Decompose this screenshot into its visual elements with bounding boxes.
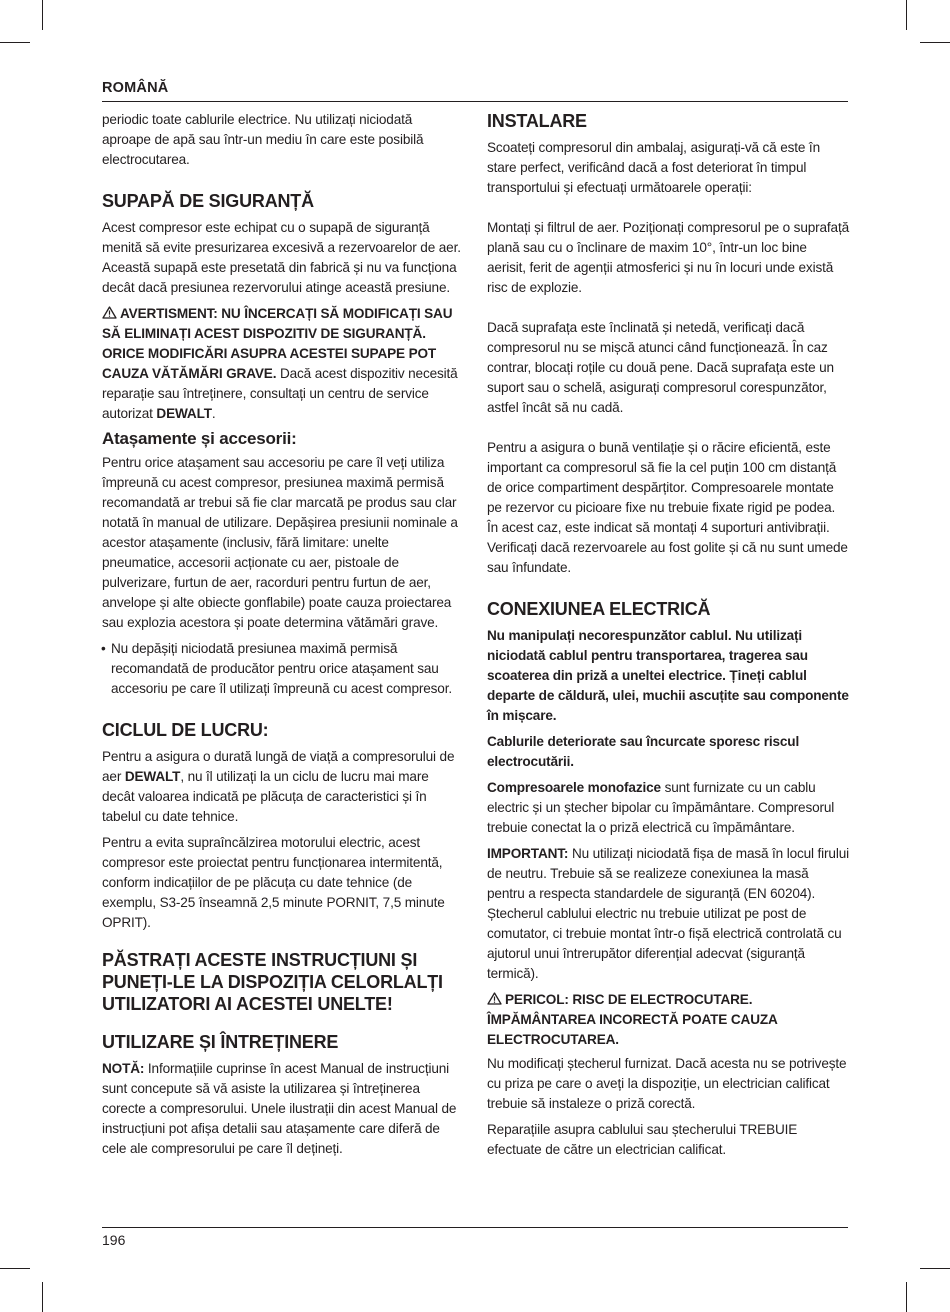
warning-triangle-icon	[102, 306, 117, 319]
single-phase-text: sunt furnizate cu un cablu electric și un ștecher bipolar cu împământare. Compresorul trebuie conectat la o priză electrică cu împământare.	[487, 780, 835, 835]
crop-mark	[0, 1268, 30, 1269]
intro-paragraph: periodic toate cablurile electrice. Nu utilizați niciodată aproape de apă sau într-un mediu în care este posibilă electrocutarea.	[102, 112, 424, 167]
crop-mark	[920, 1268, 950, 1269]
single-phase-paragraph	[487, 778, 849, 838]
warning-bold-text: AVERTISMENT: NU ÎNCERCAȚI SĂ MODIFICAȚI SAU SĂ ELIMINAȚI ACEST DISPOZITIV DE SIGURANȚĂ. ORICE MODIFICĂRI ASUPRA ACESTEI SUPAPE POT CAUZA VĂTĂMĂRI GRAVE.	[102, 306, 453, 381]
brand-name: DEWALT	[156, 406, 212, 421]
attachments-paragraph: Pentru orice atașament sau accesoriu pe care îl veți utiliza împreună cu acest compresor, presiunea maximă permisă recomandată ar trebui să fie clar marcată pe produs sau clar notată în manual de utilizare. Depășirea presiunii nominale a acestor atașamente (inclusiv, fără limitare: unelte pneumatice, accesorii acționate cu aer, pistoale de pulverizare, furtun de aer, racorduri pentru furtun de aer, anvelope și alte obiecte gonflabile) poate cauza proiectarea sau explozia acestora și poate determina vătămări grave.	[102, 455, 458, 630]
safety-valve-heading: SUPAPĂ DE SIGURANȚĂ	[102, 191, 314, 211]
note-text: Informațiile cuprinse în acest Manual de instrucțiuni sunt concepute să vă asiste la utilizarea și întreținerea corecte a compresorului. Unele ilustrații din acest Manual de instrucțiuni pot afișa detalii sau atașamente care diferă de cele ale compresorului pe care îl dețineți.	[102, 1061, 457, 1156]
danger-text: PERICOL: RISC DE ELECTROCUTARE. ÎMPĂMÂNTAREA INCORECTĂ POATE CAUZA ELECTROCUTAREA.	[487, 992, 778, 1047]
brand-name: DEWALT	[124, 769, 181, 784]
left-column	[102, 110, 464, 1165]
electrical-connection-heading: CONEXIUNEA ELECTRICĂ	[487, 599, 711, 619]
footer-rule	[102, 1227, 848, 1228]
header-rule	[102, 101, 848, 102]
right-column	[487, 110, 849, 1166]
crop-mark	[0, 42, 30, 43]
important-label: IMPORTANT:	[487, 846, 569, 861]
page-language-header: ROMÂNĂ	[102, 80, 169, 96]
crop-mark	[42, 0, 43, 30]
safety-valve-paragraph: Acest compresor este echipat cu o supapă de siguranță menită să evite presurizarea excesivă a rezervoarelor de aer. Această supapă este presetată din fabrică și nu va funcționa decât dacă presiunea rezervorului atinge această presiune.	[102, 220, 461, 295]
save-instructions-heading: PĂSTRAȚI ACESTE INSTRUCȚIUNI ȘI PUNEȚI-LE LA DISPOZIȚIA CELORLALȚI UTILIZATORI AI ACESTEI UNELTE!	[102, 950, 443, 1014]
single-phase-label: Compresoarele monofazice	[487, 780, 661, 795]
installation-paragraph-1: Scoateți compresorul din ambalaj, asigurați-vă că este în stare perfect, verificând dacă a fost deteriorat în timpul transportului și efectuați următoarele operații:	[487, 140, 820, 195]
installation-heading: INSTALARE	[487, 111, 587, 131]
page-number: 196	[102, 1232, 126, 1248]
installation-paragraph-3: Dacă suprafața este înclinată și netedă, verificați dacă compresorul nu se mișcă atunci când funcționează. În caz contrar, blocați roțile cu două pene. Dacă suprafața este un suport sau o schelă, asigurați compresorul corespunzător, astfel încât să nu cadă.	[487, 320, 834, 415]
crop-mark	[42, 1282, 43, 1312]
warning-paragraph	[102, 304, 464, 424]
duty-cycle-heading: CICLUL DE LUCRU:	[102, 720, 269, 740]
cable-damaged-warning: Cablurile deteriorate sau încurcate sporesc riscul electrocutării.	[487, 734, 800, 769]
duty-cycle-paragraph-2: Pentru a evita supraîncălzirea motorului electric, acest compresor este proiectat pentru funcționarea intermitentă, conform indicațiilor de pe plăcuța cu date tehnice (de exemplu, S3-25 înseamnă 2,5 minute PORNIT, 7,5 minute OPRIT).	[102, 835, 445, 930]
note-label: NOTĂ:	[102, 1061, 145, 1076]
duty-cycle-paragraph-1	[102, 747, 464, 827]
warning-end: .	[211, 406, 216, 421]
warning-triangle-icon	[487, 992, 502, 1005]
cable-warning: Nu manipulați necorespunzător cablul. Nu utilizați niciodată cablul pentru transportarea, tragerea sau scoaterea din priză a uneltei electrice. Țineți cablul departe de căldură, ulei, muchii ascuțite sau componente în mișcare.	[487, 628, 849, 723]
attachments-heading: Atașamente și accesorii:	[102, 429, 297, 448]
crop-mark	[906, 0, 907, 30]
note-paragraph	[102, 1059, 464, 1159]
important-text: Nu utilizați niciodată fișa de masă în locul firului de neutru. Trebuie să se realizeze conexiunea la masă pentru a respecta standardele de siguranță (EN 60204). Ștecherul cablului electric nu trebuie utilizat pe post de comutator, ci trebuie montat într-o fișă electrică controlată cu ajutorul unui întrerupător diferențial adecvat (siguranță termică).	[487, 846, 849, 981]
installation-paragraph-2: Montați și filtrul de aer. Poziționați compresorul pe o suprafață plană sau cu o înclinare de maxim 10°, într-un loc bine aerisit, ferit de agenții atmosferici și nu în locuri unde există risc de explozie.	[487, 220, 850, 295]
repair-paragraph: Reparațiile asupra cablului sau ștecherului TREBUIE efectuate de către un electrician calificat.	[487, 1122, 798, 1157]
duty-text-a: Pentru a asigura o durată lungă de viață a compresorului de aer	[102, 749, 455, 784]
warning-text: Dacă acest dispozitiv necesită reparație sau întreținere, consultați un centru de service autorizat	[102, 366, 458, 421]
danger-paragraph	[487, 990, 849, 1050]
important-paragraph	[487, 844, 849, 984]
plug-paragraph: Nu modificați ștecherul furnizat. Dacă acesta nu se potrivește cu priza pe care o aveți la dispoziție, un electrician calificat trebuie să instaleze o priză corectă.	[487, 1056, 847, 1111]
duty-text-b: , nu îl utilizați la un ciclu de lucru mai mare decât valoarea indicată pe plăcuța de caracteristici și în tabelul cu date tehnice.	[102, 769, 429, 824]
attachments-bullet: • Nu depășiți niciodată presiunea maximă permisă recomandată de producător pentru orice atașament sau accesoriu pe care îl utilizați împreună cu acest compresor.	[102, 639, 464, 699]
crop-mark	[920, 42, 950, 43]
use-maintenance-heading: UTILIZARE ȘI ÎNTREȚINERE	[102, 1032, 339, 1052]
crop-mark	[906, 1282, 907, 1312]
installation-paragraph-4: Pentru a asigura o bună ventilație și o răcire eficientă, este important ca compresorul să fie la cel puțin 100 cm distanță de orice compartiment despărțitor. Compresoarele montate pe rezervor cu picioare fixe nu trebuie fixate rigid pe podea. În acest caz, este indicat să montați 4 suporturi antivibrații. Verificați dacă rezervoarele au fost golite și că nu sunt umede sau înfundate.	[487, 440, 848, 575]
